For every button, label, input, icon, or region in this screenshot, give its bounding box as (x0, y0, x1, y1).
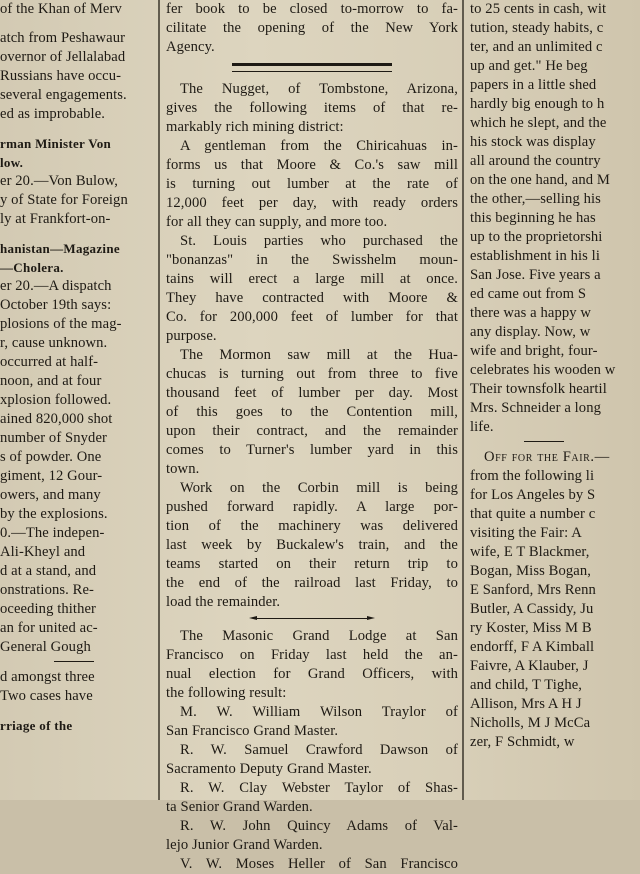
text-line: purpose. (166, 328, 217, 344)
text-line: endorff, F A Kimball (470, 639, 595, 655)
text-line: er 20.—Von Bulow, (0, 173, 119, 189)
right-column (470, 0, 640, 800)
text-line: Sacramento Deputy Grand Master. (166, 761, 372, 777)
text-line: plosions of the mag- (0, 316, 122, 332)
text-line: oceeding thither (0, 601, 97, 617)
text-line: wife, E T Blackmer, (470, 544, 590, 560)
article-heading-line: low. (0, 155, 24, 170)
text-line: San Jose. Five years a (470, 267, 601, 283)
text-line: by the explosions. (0, 506, 108, 522)
text-line: an for united ac- (0, 620, 98, 636)
text-line: cilitate the opening of the New York (166, 20, 458, 36)
text-line: thousand feet of lumber per day. Most (166, 385, 458, 401)
short-rule-divider (54, 661, 94, 662)
left-column (0, 0, 150, 800)
text-line: Russians have occu- (0, 68, 122, 84)
text-line: atch from Peshawaur (0, 30, 126, 46)
text-line: there was a happy w (470, 305, 592, 321)
text-line: Ali-Kheyl and (0, 544, 86, 560)
text-line: of this goes to the Contention mill, (166, 404, 458, 420)
text-line: load the remainder. (166, 594, 281, 610)
text-line: teams started on their return trip to (166, 556, 458, 572)
text-line: up and get." He beg (470, 58, 588, 74)
text-line: markably rich mining district: (166, 119, 344, 135)
text-line: wife and bright, four- (470, 343, 598, 359)
text-line: the end of the railroad last Friday, to (166, 575, 458, 591)
text-line: er 20.—A dispatch (0, 278, 112, 294)
text-line: zer, F Schmidt, w (470, 734, 575, 750)
text-line: R. W. Clay Webster Taylor of Shas- (180, 780, 458, 796)
text-line: the other,—selling his (470, 191, 601, 207)
text-line: his stock was display (470, 134, 596, 150)
text-line: hardly big enough to h (470, 96, 605, 112)
text-line: lejo Junior Grand Warden. (166, 837, 323, 853)
text-line: establishment in his li (470, 248, 600, 264)
text-line: this beginning he has (470, 210, 596, 226)
text-line: celebrates his wooden w (470, 362, 616, 378)
middle-column (166, 0, 458, 872)
text-line: Nicholls, M J McCa (470, 715, 591, 731)
text-line: tains will erect a large mill at once. (166, 271, 458, 287)
text-line: Co. for 200,000 feet of lumber for that (166, 309, 458, 325)
text-line: "bonanzas" in the Swisshelm moun- (166, 252, 458, 268)
text-line: papers in a little shed (470, 77, 597, 93)
column-rule-right (462, 0, 464, 800)
text-line: ed came out from S (470, 286, 587, 302)
article-heading-line: rman Minister Von (0, 136, 112, 151)
text-line: R. W. John Quincy Adams of Val- (180, 818, 458, 834)
column-rule-left (158, 0, 160, 800)
text-line: to 25 cents in cash, wit (470, 1, 607, 17)
text-line: life. (470, 419, 494, 435)
text-line: comes to Turner's lumber yard in this (166, 442, 458, 458)
text-line: onstrations. Re- (0, 582, 95, 598)
text-line: R. W. Samuel Crawford Dawson of (180, 742, 458, 758)
article-heading-line: —Cholera. (0, 260, 64, 275)
text-line: Bogan, Miss Bogan, (470, 563, 591, 579)
text-line: Butler, A Cassidy, Ju (470, 601, 594, 617)
text-line: for Los Angeles by S (470, 487, 596, 503)
text-line: The Masonic Grand Lodge at San (180, 628, 458, 644)
text-line: xplosion followed. (0, 392, 112, 408)
text-line: for all they can supply, and more too. (166, 214, 388, 230)
text-line: visiting the Fair: A (470, 525, 582, 541)
text-line: fer book to be closed to-morrow to fa- (166, 1, 458, 17)
text-line: owers, and many (0, 487, 101, 503)
text-line: noon, and at four (0, 373, 102, 389)
text-line: V. W. Moses Heller of San Francisco (180, 856, 458, 872)
text-line: upon their contract, and the remainder (166, 423, 458, 439)
text-line: General Gough (0, 639, 91, 655)
text-line: several engagements. (0, 87, 127, 103)
text-line: Mrs. Schneider a long (470, 400, 601, 416)
text-line: Off for the Fair.— (484, 449, 610, 465)
text-line: A gentleman from the Chiricahuas in- (180, 138, 458, 154)
text-line: giment, 12 Gour- (0, 468, 103, 484)
text-line: from the following li (470, 468, 595, 484)
text-line: Their townsfolk heartil (470, 381, 607, 397)
spacer (0, 19, 150, 29)
text-line: Allison, Mrs A H J (470, 696, 582, 712)
text-line: chucas is turning out from three to five (166, 366, 458, 382)
text-line: town. (166, 461, 200, 477)
article-heading-line: rriage of the (0, 718, 73, 733)
text-line: d at a stand, and (0, 563, 97, 579)
text-line: Agency. (166, 39, 215, 55)
spacer (0, 706, 150, 716)
text-line: M. W. William Wilson Traylor of (180, 704, 458, 720)
text-line: number of Snyder (0, 430, 107, 446)
text-line: October 19th says: (0, 297, 112, 313)
text-line: ter, and an unlimited c (470, 39, 603, 55)
text-line: San Francisco Grand Master. (166, 723, 339, 739)
text-line: St. Louis parties who purchased the (180, 233, 458, 249)
text-line: pushed forward rapidly. A large por- (166, 499, 458, 515)
spacer (0, 124, 150, 134)
text-line: Two cases have (0, 688, 93, 704)
double-rule-divider (232, 63, 392, 72)
text-line: s of powder. One (0, 449, 102, 465)
ornamental-rule-divider (257, 618, 367, 619)
text-line: Work on the Corbin mill is being (180, 480, 458, 496)
text-line: d amongst three (0, 669, 95, 685)
text-line: the following result: (166, 685, 287, 701)
text-line: on the one hand, and M (470, 172, 610, 188)
text-line: last week by Buckalew's train, and the (166, 537, 458, 553)
text-line: occurred at half- (0, 354, 99, 370)
text-line: overnor of Jellalabad (0, 49, 126, 65)
text-line: gives the following items of that re- (166, 100, 458, 116)
spacer (0, 229, 150, 239)
text-line: is turning out lumber at the rate of (166, 176, 458, 192)
text-line: forms us that Moore & Co.'s saw mill (166, 157, 458, 173)
text-line: The Nugget, of Tombstone, Arizona, (180, 81, 458, 97)
text-line: r, cause unknown. (0, 335, 108, 351)
short-rule-divider (524, 441, 564, 442)
text-line: all around the country (470, 153, 601, 169)
text-line: Faivre, A Klauber, J (470, 658, 589, 674)
text-line: that quite a number c (470, 506, 596, 522)
text-line: 0.—The indepen- (0, 525, 105, 541)
text-line: and child, T Tighe, (470, 677, 583, 693)
text-line: Francisco on Friday last held the an- (166, 647, 458, 663)
text-line: E Sanford, Mrs Renn (470, 582, 596, 598)
text-line: of the Khan of Merv (0, 1, 122, 17)
text-line: up to the proprietorshi (470, 229, 603, 245)
text-line: ly at Frankfort-on- (0, 211, 111, 227)
text-line: ta Senior Grand Warden. (166, 799, 313, 815)
text-line: ry Koster, Miss M B (470, 620, 592, 636)
text-line: tion of the machinery was delivered (166, 518, 458, 534)
text-line: They have contracted with Moore & (166, 290, 458, 306)
text-line: tution, steady habits, c (470, 20, 604, 36)
text-line: any display. Now, w (470, 324, 591, 340)
text-line: which he slept, and the (470, 115, 607, 131)
text-line: nual election for Grand Officers, with (166, 666, 458, 682)
text-line: 12,000 feet per day, with ready orders (166, 195, 458, 211)
text-line: ed as improbable. (0, 106, 106, 122)
text-line: ained 820,000 shot (0, 411, 113, 427)
article-heading-line: hanistan—Magazine (0, 241, 120, 256)
text-line: The Mormon saw mill at the Hua- (180, 347, 458, 363)
text-line: y of State for Foreign (0, 192, 128, 208)
